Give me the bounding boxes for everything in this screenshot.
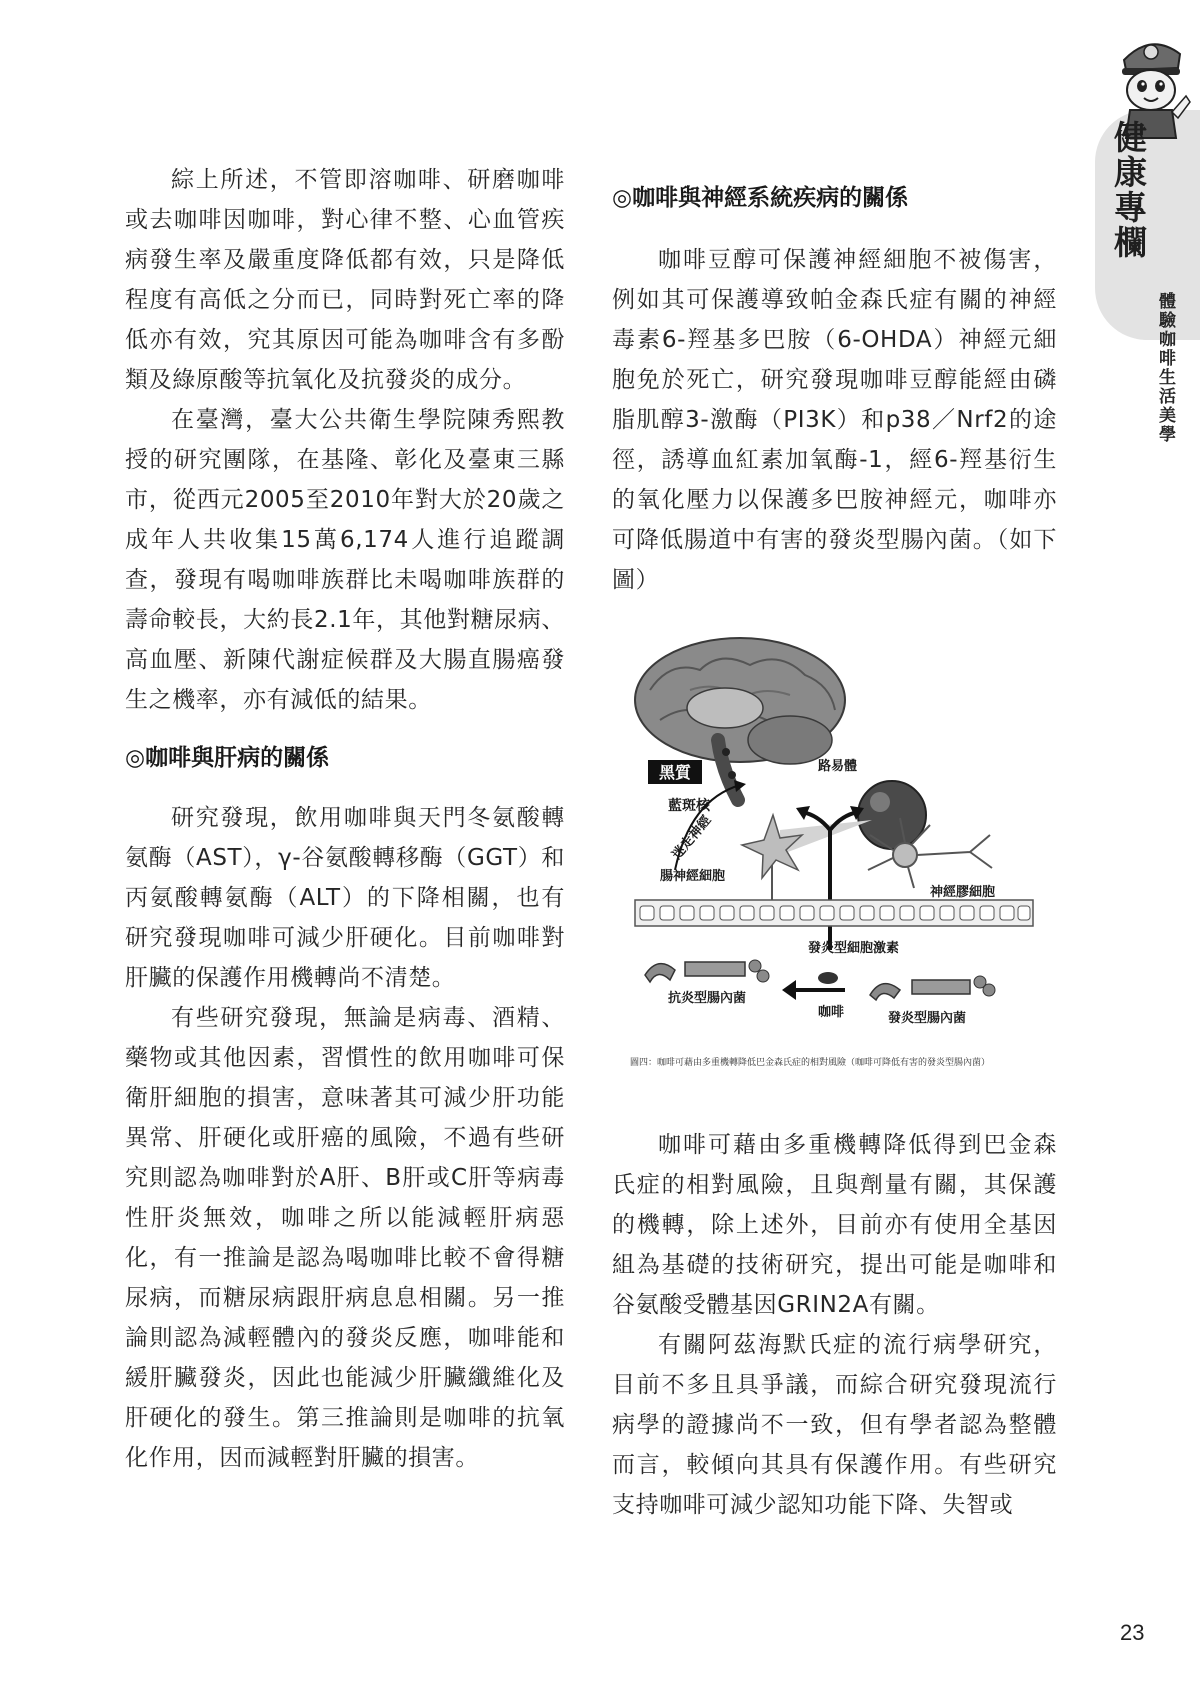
brain-gut-figure	[630, 630, 1050, 1105]
figure-illustration	[630, 630, 1050, 1105]
bacteria-icon	[645, 964, 675, 982]
figure-label: 發炎型細胞激素	[808, 941, 900, 956]
section-heading: ◎咖啡與神經系統疾病的關係	[612, 185, 909, 211]
right-column-continued	[612, 1125, 1057, 1525]
bacteria-icon	[870, 984, 900, 1000]
figure-label: 藍斑核	[668, 798, 710, 814]
right-column	[612, 160, 1057, 600]
left-column	[125, 160, 565, 1478]
column-title: 健康專欄	[1109, 120, 1148, 260]
figure-label: 黑質	[658, 763, 692, 782]
column-subtitle: 體驗咖啡生活美學	[1155, 292, 1175, 444]
figure-label: 迷走神經	[669, 813, 715, 863]
section-heading: ◎咖啡與肝病的關係	[125, 745, 330, 771]
figure-label: 咖啡	[818, 1005, 845, 1020]
figure-label: 神經膠細胞	[930, 885, 996, 900]
figure-label: 抗炎型腸內菌	[668, 991, 747, 1006]
body-paragraph: 咖啡可藉由多重機轉降低得到巴金森氏症的相對風險，且與劑量有關，其保護的機轉，除上述外，目前亦有使用全基因組為基礎的技術研究，提出可能是咖啡和谷氨酸受體基因GRIN2A有關。	[612, 1132, 1057, 1318]
page-number: 23	[1120, 1620, 1145, 1645]
body-paragraph: 研究發現，飲用咖啡與天門冬氨酸轉氨酶（AST），γ-谷氨酸轉移酶（GGT）和丙氨酸轉氨酶（ALT）的下降相關，也有研究發現咖啡可減少肝硬化。目前咖啡對肝臟的保護作用機轉尚不清楚。	[125, 805, 565, 991]
figure-label: 腸神經細胞	[660, 869, 726, 884]
body-paragraph: 有關阿茲海默氏症的流行病學研究，目前不多且具爭議，而綜合研究發現流行病學的證據尚不一致，但有學者認為整體而言，較傾向其具有保護作用。有些研究支持咖啡可減少認知功能下降、失智或	[612, 1332, 1057, 1518]
body-paragraph: 咖啡豆醇可保護神經細胞不被傷害，例如其可保護導致帕金森氏症有關的神經毒素6-羥基多巴胺（6-OHDA）神經元細胞免於死亡，研究發現咖啡豆醇能經由磷脂肌醇3-激酶（PI3K）和p38／Nrf2的途徑，誘導血紅素加氧酶-1，經6-羥基衍生的氧化壓力以保護多巴胺神經元，咖啡亦可降低腸道中有害的發炎型腸內菌。（如下圖）	[612, 247, 1057, 593]
figure-label: 發炎型腸內菌	[888, 1011, 967, 1026]
figure-caption: 圖四：咖啡可藉由多重機轉降低巴金森氏症的相對風險（咖啡可降低有害的發炎型腸內菌）	[630, 1058, 991, 1068]
body-paragraph: 在臺灣，臺大公共衛生學院陳秀熙教授的研究團隊，在基隆、彰化及臺東三縣市，從西元2005至2010年對大於20歲之成年人共收集15萬6,174人進行追蹤調查，發現有喝咖啡族群比未喝咖啡族群的壽命較長，大約長2.1年，其他對糖尿病、高血壓、新陳代謝症候群及大腸直腸癌發生之機率，亦有減低的結果。	[125, 407, 565, 713]
body-paragraph: 綜上所述，不管即溶咖啡、研磨咖啡或去咖啡因咖啡，對心律不整、心血管疾病發生率及嚴重度降低都有效，只是降低程度有高低之分而已，同時對死亡率的降低亦有效，究其原因可能為咖啡含有多酚類及綠原酸等抗氧化及抗發炎的成分。	[125, 167, 565, 393]
figure-label: 路易體	[818, 759, 858, 774]
body-paragraph: 有些研究發現，無論是病毒、酒精、藥物或其他因素，習慣性的飲用咖啡可保衛肝細胞的損害，意味著其可減少肝功能異常、肝硬化或肝癌的風險，不過有些研究則認為咖啡對於A肝、B肝或C肝等病毒性肝炎無效，咖啡之所以能減輕肝病惡化，有一推論是認為喝咖啡比較不會得糖尿病，而糖尿病跟肝病息息相關。另一推論則認為減輕體內的發炎反應，咖啡能和緩肝臟發炎，因此也能減少肝臟纖維化及肝硬化的發生。第三推論則是咖啡的抗氧化作用，因而減輕對肝臟的損害。	[125, 1005, 565, 1471]
